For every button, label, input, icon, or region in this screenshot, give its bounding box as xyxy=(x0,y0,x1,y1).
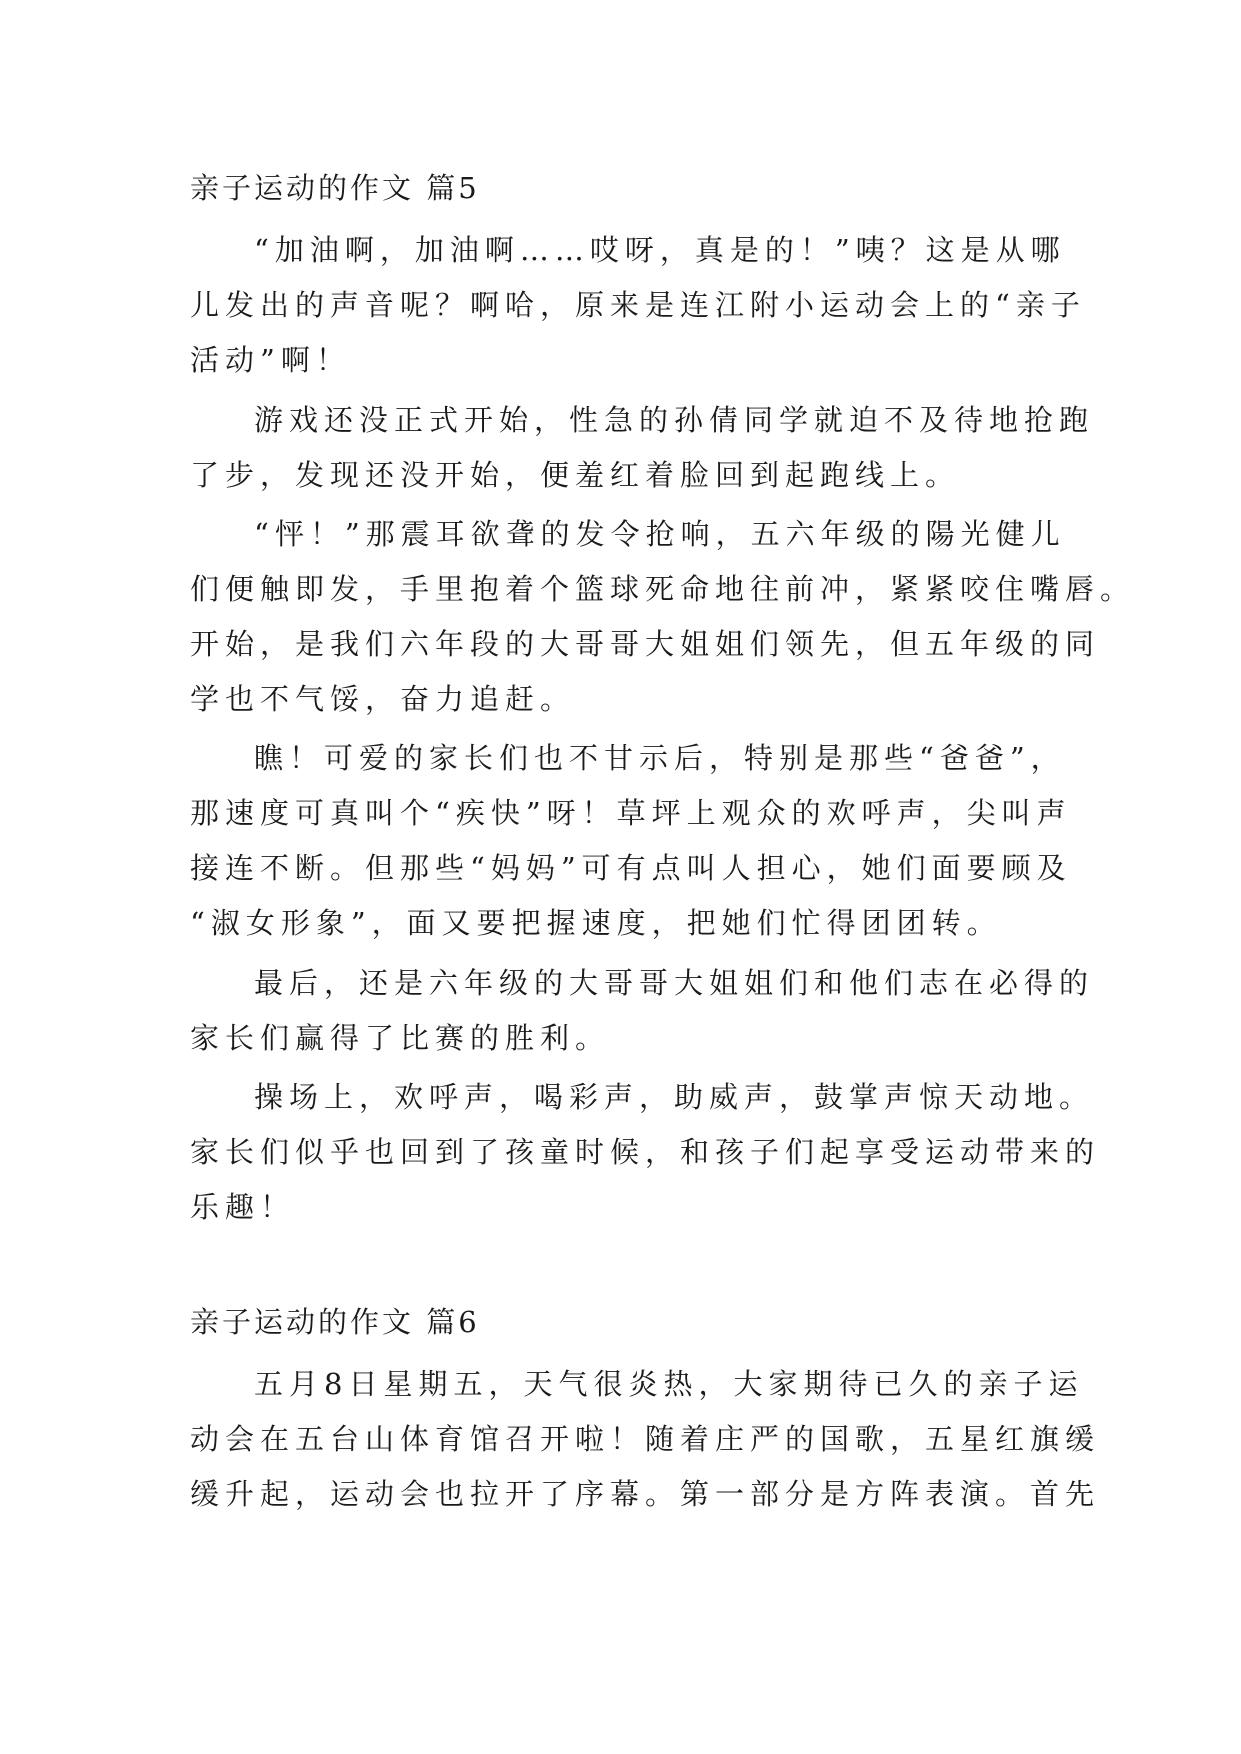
section-heading: 亲子运动的作文 篇5 xyxy=(190,171,480,205)
text-line: 游戏还没正式开始，性急的孙倩同学就迫不及待地抢跑 xyxy=(254,403,1095,437)
text-line: “加油啊，加油啊……哎呀，真是的！”咦？这是从哪 xyxy=(254,233,1066,267)
text-line: “怦！”那震耳欲聋的发令抢响，五六年级的陽光健儿 xyxy=(254,517,1066,551)
text-line: 五月8日星期五，天气很炎热，大家期待已久的亲子运 xyxy=(254,1367,1084,1401)
text-line: 了步，发现还没开始，便羞红着脸回到起跑线上。 xyxy=(190,458,961,492)
text-line: 儿发出的声音呢？啊哈，原来是连江附小运动会上的“亲子 xyxy=(190,288,1086,322)
text-line: 瞧！可爱的家长们也不甘示后，特别是那些“爸爸”， xyxy=(254,741,1066,775)
text-line: 动会在五台山体育馆召开啦！随着庄严的国歌，五星红旗缓 xyxy=(190,1422,1101,1456)
text-line: 活动”啊！ xyxy=(190,343,351,377)
text-line: 们便触即发，手里抱着个篮球死命地往前冲，紧紧咬住嘴唇。 xyxy=(190,572,1136,606)
text-line: 那速度可真叫个“疾快”呀！草坪上观众的欢呼声，尖叫声 xyxy=(190,796,1072,830)
text-line: 学也不气馁，奋力追赶。 xyxy=(190,682,576,716)
text-line: 操场上，欢呼声，喝彩声，助威声，鼓掌声惊天动地。 xyxy=(254,1080,1095,1114)
text-line: 开始，是我们六年段的大哥哥大姐姐们领先，但五年级的同 xyxy=(190,627,1101,661)
text-line: 缓升起，运动会也拉开了序幕。第一部分是方阵表演。首先 xyxy=(190,1477,1101,1511)
text-line: “淑女形象”，面又要把握速度，把她们忙得团团转。 xyxy=(190,906,1002,940)
text-line: 家长们赢得了比赛的胜利。 xyxy=(190,1021,611,1055)
text-line: 接连不断。但那些“妈妈”可有点叫人担心，她们面要顾及 xyxy=(190,851,1072,885)
text-line: 家长们似乎也回到了孩童时候，和孩子们起享受运动带来的 xyxy=(190,1135,1101,1169)
section-heading: 亲子运动的作文 篇6 xyxy=(190,1305,480,1339)
text-line: 最后，还是六年级的大哥哥大姐姐们和他们志在必得的 xyxy=(254,966,1095,1000)
text-line: 乐趣！ xyxy=(190,1190,296,1224)
